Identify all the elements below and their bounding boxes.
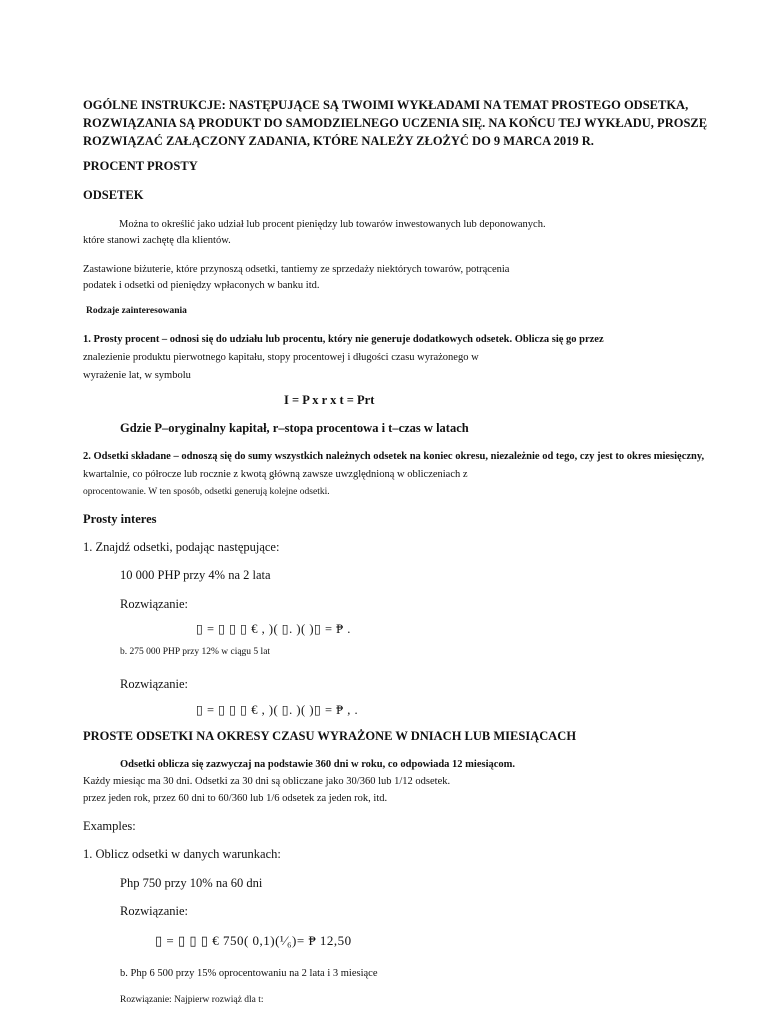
paragraph-definition-line2: które stanowi zachętę dla klientów. [83, 235, 231, 246]
general-instructions: OGÓLNE INSTRUKCJE: NASTĘPUJĄCE SĄ TWOIMI WYKŁADAMI NA TEMAT PROSTEGO ODSETKA, ROZWIĄZANIA SĄ PRODUKT DO SAMODZIELNEGO UCZENIA SIĘ. NA KOŃCU TEJ WYKŁADU, PROSZĘ ROZWIĄZAĆ ZAŁĄCZONY ZADANIA, KTÓRE NALEŻY ZŁOŻYĆ DO 9 MARCA 2019 R. [83, 98, 708, 148]
exercise2-intro: 1. Oblicz odsetki w danych warunkach: [83, 847, 281, 861]
paragraph-examples-line1: Zastawione biżuterie, które przynoszą odsetki, tantiemy ze sprzedaży niektórych towarów, potrącenia [83, 264, 510, 275]
heading-odsetek: ODSETEK [83, 188, 144, 202]
heading-days-months: PROSTE ODSETKI NA OKRESY CZASU WYRAŻONE W DNIACH LUB MIESIĄCACH [83, 729, 577, 743]
item-compound-interest-line1: 2. Odsetki składane – odnoszą się do sumy wszystkich należnych odsetek na koniec okresu, niezależnie od tego, czy jest to okres miesięczny, [83, 451, 705, 462]
examples-label: Examples: [83, 819, 136, 833]
days-line1: Odsetki oblicza się zazwyczaj na podstawie 360 dni w roku, co odpowiada 12 miesiącom. [120, 759, 516, 770]
solution-label-2: Rozwiązanie: [120, 677, 189, 691]
exercise2-b: b. Php 6 500 przy 15% oprocentowaniu na 2 lata i 3 miesiące [120, 968, 378, 979]
item-simple-interest-line3: wyrażenie lat, w symbolu [83, 370, 191, 381]
days-line2: Każdy miesiąc ma 30 dni. Odsetki za 30 dni są obliczane jako 30/360 lub 1/12 odsetek. [83, 776, 451, 787]
item-simple-interest-line2: znalezienie produktu pierwotnego kapitału, stopy procentowej i długości czasu wyrażonego w [83, 352, 479, 363]
item-compound-interest-line2: kwartalnie, co półrocze lub rocznie z kwotą główną zawsze uwzględnioną w obliczeniach z [83, 469, 468, 480]
paragraph-definition-line1: Można to określić jako udział lub procent pieniędzy lub towarów inwestowanych lub deponowanych. [119, 219, 546, 230]
exercise1-intro: 1. Znajdź odsetki, podając następujące: [83, 540, 280, 554]
exercise1-a: 10 000 PHP przy 4% na 2 lata [120, 568, 271, 582]
exercise1-b: b. 275 000 PHP przy 12% w ciągu 5 lat [120, 647, 271, 657]
heading-procent-prosty: PROCENT PROSTY [83, 159, 198, 173]
solution-label-1: Rozwiązanie: [120, 597, 189, 611]
formula-legend: Gdzie P–oryginalny kapitał, r–stopa procentowa i t–czas w latach [120, 421, 469, 435]
equation-1: ▯ = ▯ ▯ ▯ € , )( ▯. )( )▯ = ₱ . [196, 622, 351, 636]
solution-label-3: Rozwiązanie: [120, 904, 189, 918]
equation-3: ▯ = ▯ ▯ ▯ € 750( 0,1)(¹⁄₆)= ₱ 12,50 [155, 933, 352, 948]
paragraph-examples-line2: podatek i odsetki od pieniędzy wpłaconych w banku itd. [83, 280, 320, 291]
heading-prosty-interes: Prosty interes [83, 512, 157, 526]
subheading-rodzaje: Rodzaje zainteresowania [86, 306, 187, 316]
days-line3: przez jeden rok, przez 60 dni to 60/360 lub 1/6 odsetek za jeden rok, itd. [83, 793, 388, 804]
formula-simple-interest: I = P x r x t = Prt [284, 393, 375, 407]
item-simple-interest-line1: 1. Prosty procent – odnosi się do udziału lub procentu, który nie generuje dodatkowych odsetek. Oblicza się go przez [83, 334, 604, 345]
exercise2-a: Php 750 przy 10% na 60 dni [120, 876, 263, 890]
item-compound-interest-line3: oprocentowanie. W ten sposób, odsetki generują kolejne odsetki. [83, 487, 330, 497]
equation-2: ▯ = ▯ ▯ ▯ € , )( ▯. )( )▯ = ₱ , . [196, 703, 359, 717]
solution-label-4: Rozwiązanie: Najpierw rozwiąż dla t: [120, 995, 264, 1005]
